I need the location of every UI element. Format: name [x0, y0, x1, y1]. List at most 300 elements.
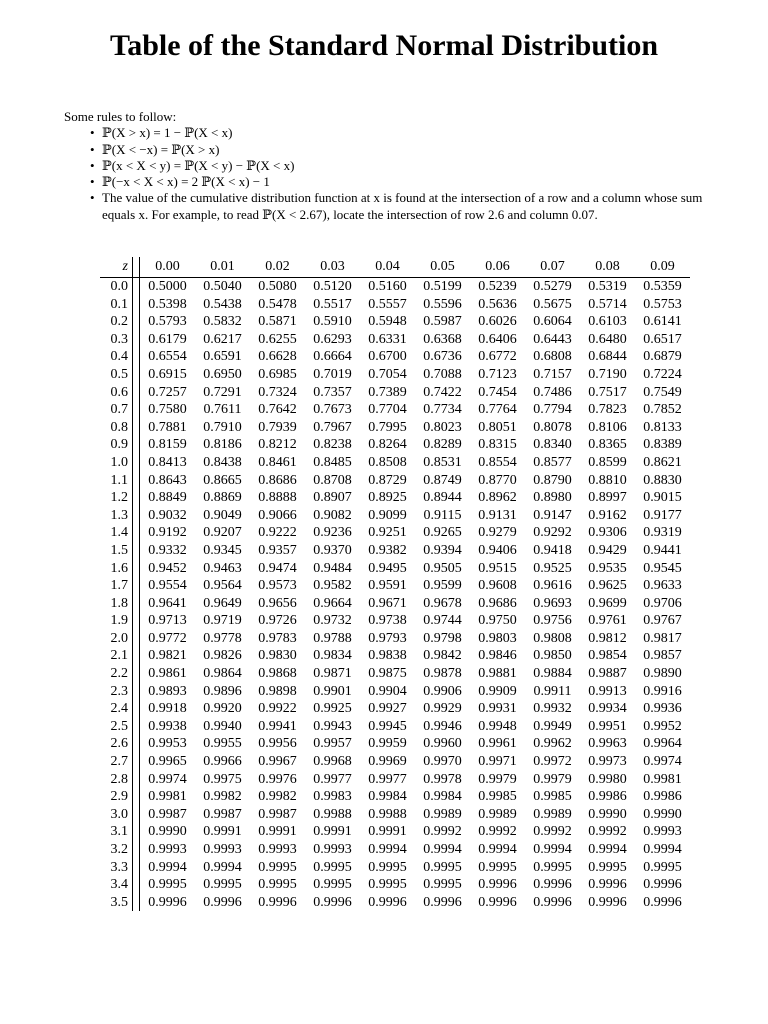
table-cell: 0.9977 — [368, 771, 407, 787]
double-rule-divider — [133, 876, 140, 894]
row-z-label: 0.0 — [110, 279, 128, 294]
table-cell: 0.9292 — [533, 525, 572, 541]
table-cell: 0.6736 — [423, 349, 462, 365]
table-cell: 0.8849 — [148, 490, 187, 506]
table-cell: 0.9996 — [313, 894, 352, 910]
table-row — [100, 718, 690, 736]
row-z-label: 2.5 — [110, 718, 128, 734]
row-z-label: 0.6 — [110, 384, 128, 400]
table-row — [100, 296, 690, 314]
table-cell: 0.9505 — [423, 560, 462, 576]
table-cell: 0.9898 — [258, 683, 297, 699]
table-cell: 0.9977 — [313, 771, 352, 787]
table-cell: 0.9971 — [478, 754, 517, 770]
table-cell: 0.9916 — [643, 683, 682, 699]
table-cell: 0.6700 — [368, 349, 407, 365]
row-z-label: 1.6 — [110, 560, 128, 576]
table-cell: 0.7257 — [148, 384, 187, 400]
table-cell: 0.7549 — [643, 384, 682, 400]
table-cell: 0.5793 — [148, 314, 187, 330]
table-cell: 0.9995 — [258, 877, 297, 893]
double-rule-divider — [133, 366, 140, 384]
table-cell: 0.7939 — [258, 419, 297, 435]
table-cell: 0.9918 — [148, 701, 187, 717]
table-cell: 0.8810 — [588, 472, 627, 488]
table-cell: 0.9996 — [478, 894, 517, 910]
table-cell: 0.8186 — [203, 437, 242, 453]
table-cell: 0.5871 — [258, 314, 297, 330]
table-row — [100, 612, 690, 630]
row-z-label: 2.6 — [110, 736, 128, 752]
table-cell: 0.9893 — [148, 683, 187, 699]
table-row — [100, 454, 690, 472]
table-cell: 0.7517 — [588, 384, 627, 400]
table-cell: 0.8962 — [478, 490, 517, 506]
table-cell: 0.9881 — [478, 666, 517, 682]
table-cell: 0.8264 — [368, 437, 407, 453]
table-cell: 0.6808 — [533, 349, 572, 365]
table-cell: 0.5910 — [313, 314, 352, 330]
table-cell: 0.7642 — [258, 402, 297, 418]
table-cell: 0.9834 — [313, 648, 352, 664]
table-cell: 0.9995 — [258, 859, 297, 875]
table-row — [100, 384, 690, 402]
table-cell: 0.5987 — [423, 314, 462, 330]
table-cell: 0.6844 — [588, 349, 627, 365]
rule-item: • The value of the cumulative distribution function at x is found at the intersection of a row and a column whose sum equals x. For example, to read ℙ(X < 2.67), locate the intersection of row 2.6 and column 0.07. — [90, 190, 734, 223]
table-cell: 0.9599 — [423, 578, 462, 594]
table-cell: 0.9991 — [313, 824, 352, 840]
column-header: 0.05 — [430, 259, 455, 274]
table-cell: 0.7357 — [313, 384, 352, 400]
table-cell: 0.9778 — [203, 630, 242, 646]
table-cell: 0.9750 — [478, 613, 517, 629]
table-cell: 0.9861 — [148, 666, 187, 682]
double-rule-divider — [133, 507, 140, 525]
double-rule-divider — [133, 841, 140, 859]
table-cell: 0.9967 — [258, 754, 297, 770]
column-header: 0.04 — [375, 259, 400, 274]
table-cell: 0.5080 — [258, 279, 297, 294]
table-cell: 0.8577 — [533, 454, 572, 470]
row-z-label: 0.2 — [110, 314, 128, 330]
table-cell: 0.9633 — [643, 578, 682, 594]
table-cell: 0.8643 — [148, 472, 187, 488]
row-z-label: 1.5 — [110, 542, 128, 558]
table-cell: 0.9988 — [368, 806, 407, 822]
row-z-label: 0.5 — [110, 366, 128, 382]
table-cell: 0.9973 — [588, 754, 627, 770]
table-cell: 0.9265 — [423, 525, 462, 541]
table-cell: 0.9959 — [368, 736, 407, 752]
row-z-label: 0.9 — [110, 437, 128, 453]
table-cell: 0.9868 — [258, 666, 297, 682]
row-z-label: 3.2 — [110, 842, 128, 857]
table-cell: 0.7324 — [258, 384, 297, 400]
table-cell: 0.6331 — [368, 331, 407, 347]
table-cell: 0.9864 — [203, 666, 242, 682]
table-cell: 0.9993 — [313, 842, 352, 857]
table-cell: 0.9115 — [423, 507, 462, 523]
double-rule-divider — [133, 489, 140, 507]
table-cell: 0.5753 — [643, 296, 682, 312]
table-cell: 0.9941 — [258, 718, 297, 734]
table-cell: 0.9981 — [643, 771, 682, 787]
table-cell: 0.9996 — [148, 894, 187, 910]
table-cell: 0.7088 — [423, 366, 462, 382]
table-cell: 0.9969 — [368, 754, 407, 770]
table-cell: 0.5239 — [478, 279, 517, 294]
table-cell: 0.6443 — [533, 331, 572, 347]
table-cell: 0.9649 — [203, 595, 242, 611]
table-cell: 0.9938 — [148, 718, 187, 734]
table-cell: 0.9990 — [588, 806, 627, 822]
table-cell: 0.9535 — [588, 560, 627, 576]
table-cell: 0.9995 — [313, 877, 352, 893]
row-z-label: 2.8 — [110, 771, 128, 787]
table-cell: 0.9992 — [423, 824, 462, 840]
table-cell: 0.8365 — [588, 437, 627, 453]
table-cell: 0.9994 — [533, 842, 572, 857]
table-cell: 0.9990 — [643, 806, 682, 822]
table-cell: 0.9616 — [533, 578, 572, 594]
table-cell: 0.9803 — [478, 630, 517, 646]
table-cell: 0.6879 — [643, 349, 682, 365]
table-cell: 0.9131 — [478, 507, 517, 523]
table-cell: 0.7881 — [148, 419, 187, 435]
table-cell: 0.6406 — [478, 331, 517, 347]
table-cell: 0.7190 — [588, 366, 627, 382]
table-cell: 0.7389 — [368, 384, 407, 400]
table-cell: 0.9896 — [203, 683, 242, 699]
column-header: 0.08 — [595, 259, 620, 274]
rules-section — [64, 109, 734, 223]
table-cell: 0.9177 — [643, 507, 682, 523]
table-row — [100, 489, 690, 507]
table-cell: 0.8508 — [368, 454, 407, 470]
table-cell: 0.9992 — [533, 824, 572, 840]
table-cell: 0.6179 — [148, 331, 187, 347]
table-cell: 0.9984 — [368, 789, 407, 805]
table-cell: 0.7704 — [368, 402, 407, 418]
table-cell: 0.8461 — [258, 454, 297, 470]
table-cell: 0.9826 — [203, 648, 242, 664]
double-rule-divider — [133, 894, 140, 912]
table-cell: 0.9994 — [643, 842, 682, 857]
table-cell: 0.8159 — [148, 437, 187, 453]
table-cell: 0.7852 — [643, 402, 682, 418]
double-rule-divider — [133, 718, 140, 736]
row-z-label: 3.4 — [110, 877, 128, 893]
table-cell: 0.8315 — [478, 437, 517, 453]
table-cell: 0.6591 — [203, 349, 242, 365]
double-rule-divider — [133, 806, 140, 824]
table-cell: 0.9974 — [148, 771, 187, 787]
table-cell: 0.9993 — [643, 824, 682, 840]
table-header-row — [100, 257, 690, 278]
table-cell: 0.5636 — [478, 296, 517, 312]
table-cell: 0.9066 — [258, 507, 297, 523]
table-cell: 0.9931 — [478, 701, 517, 717]
table-cell: 0.6628 — [258, 349, 297, 365]
table-cell: 0.6985 — [258, 366, 297, 382]
table-cell: 0.9995 — [423, 859, 462, 875]
table-cell: 0.9995 — [643, 859, 682, 875]
table-cell: 0.9744 — [423, 613, 462, 629]
table-row — [100, 647, 690, 665]
table-cell: 0.8531 — [423, 454, 462, 470]
table-cell: 0.9925 — [313, 701, 352, 717]
table-row — [100, 859, 690, 877]
table-cell: 0.9979 — [533, 771, 572, 787]
table-cell: 0.9756 — [533, 613, 572, 629]
table-cell: 0.5675 — [533, 296, 572, 312]
table-cell: 0.9162 — [588, 507, 627, 523]
table-cell: 0.9993 — [148, 842, 187, 857]
rules-intro: Some rules to follow: — [64, 109, 177, 124]
table-cell: 0.9994 — [588, 842, 627, 857]
table-cell: 0.9996 — [533, 894, 572, 910]
table-cell: 0.9222 — [258, 525, 297, 541]
table-cell: 0.9793 — [368, 630, 407, 646]
table-cell: 0.9582 — [313, 578, 352, 594]
table-row — [100, 876, 690, 894]
double-rule-divider — [133, 859, 140, 877]
table-cell: 0.9279 — [478, 525, 517, 541]
table-cell: 0.7673 — [313, 402, 352, 418]
table-cell: 0.8485 — [313, 454, 352, 470]
table-cell: 0.9798 — [423, 630, 462, 646]
row-z-label: 2.2 — [110, 666, 128, 682]
table-cell: 0.9772 — [148, 630, 187, 646]
table-cell: 0.9591 — [368, 578, 407, 594]
table-cell: 0.9992 — [588, 824, 627, 840]
table-cell: 0.9934 — [588, 701, 627, 717]
table-cell: 0.9564 — [203, 578, 242, 594]
table-cell: 0.9319 — [643, 525, 682, 541]
table-cell: 0.7580 — [148, 402, 187, 418]
table-cell: 0.9929 — [423, 701, 462, 717]
row-z-label: 1.2 — [110, 490, 128, 506]
double-rule-divider — [133, 524, 140, 542]
table-cell: 0.9713 — [148, 613, 187, 629]
table-cell: 0.6772 — [478, 349, 517, 365]
table-cell: 0.8708 — [313, 472, 352, 488]
table-cell: 0.5359 — [643, 279, 682, 294]
table-cell: 0.9927 — [368, 701, 407, 717]
table-cell: 0.9996 — [643, 894, 682, 910]
table-cell: 0.9946 — [423, 718, 462, 734]
table-cell: 0.9995 — [368, 877, 407, 893]
table-cell: 0.9719 — [203, 613, 242, 629]
column-header: 0.01 — [210, 259, 235, 274]
table-cell: 0.9996 — [423, 894, 462, 910]
double-rule-divider — [133, 595, 140, 613]
table-cell: 0.9906 — [423, 683, 462, 699]
table-row — [100, 524, 690, 542]
table-cell: 0.9783 — [258, 630, 297, 646]
table-cell: 0.9641 — [148, 595, 187, 611]
rule-item: • ℙ(X > x) = 1 − ℙ(X < x) — [90, 125, 734, 141]
table-row — [100, 436, 690, 454]
table-cell: 0.7291 — [203, 384, 242, 400]
table-row — [100, 683, 690, 701]
table-cell: 0.8830 — [643, 472, 682, 488]
double-rule-divider — [133, 735, 140, 753]
table-cell: 0.9515 — [478, 560, 517, 576]
table-cell: 0.9890 — [643, 666, 682, 682]
table-cell: 0.7486 — [533, 384, 572, 400]
row-z-label: 0.8 — [110, 419, 128, 435]
double-rule-divider — [133, 560, 140, 578]
table-cell: 0.9207 — [203, 525, 242, 541]
table-cell: 0.9236 — [313, 525, 352, 541]
table-cell: 0.9994 — [478, 842, 517, 857]
table-cell: 0.9871 — [313, 666, 352, 682]
table-cell: 0.9961 — [478, 736, 517, 752]
column-header: 0.03 — [320, 259, 345, 274]
table-cell: 0.9995 — [423, 877, 462, 893]
table-cell: 0.9975 — [203, 771, 242, 787]
table-cell: 0.8133 — [643, 419, 682, 435]
table-cell: 0.8997 — [588, 490, 627, 506]
table-cell: 0.6141 — [643, 314, 682, 330]
double-rule-divider — [133, 348, 140, 366]
table-body — [100, 278, 690, 912]
table-row — [100, 894, 690, 912]
table-row — [100, 753, 690, 771]
table-cell: 0.9996 — [478, 877, 517, 893]
table-cell: 0.5596 — [423, 296, 462, 312]
table-cell: 0.9953 — [148, 736, 187, 752]
table-cell: 0.9995 — [588, 859, 627, 875]
table-cell: 0.9082 — [313, 507, 352, 523]
double-rule-divider — [133, 454, 140, 472]
table-cell: 0.9332 — [148, 542, 187, 558]
row-z-label: 1.7 — [110, 578, 128, 594]
table-cell: 0.9987 — [203, 806, 242, 822]
table-cell: 0.9983 — [313, 789, 352, 805]
row-z-label: 2.1 — [110, 648, 128, 664]
row-z-label: 3.3 — [110, 859, 128, 875]
table-cell: 0.8413 — [148, 454, 187, 470]
table-cell: 0.9972 — [533, 754, 572, 770]
table-row — [100, 560, 690, 578]
table-row — [100, 577, 690, 595]
table-cell: 0.9979 — [478, 771, 517, 787]
table-cell: 0.7611 — [203, 402, 242, 418]
table-row — [100, 630, 690, 648]
table-cell: 0.9940 — [203, 718, 242, 734]
table-cell: 0.9306 — [588, 525, 627, 541]
table-cell: 0.9996 — [258, 894, 297, 910]
table-cell: 0.9949 — [533, 718, 572, 734]
table-cell: 0.6915 — [148, 366, 187, 382]
table-cell: 0.9990 — [148, 824, 187, 840]
double-rule-divider — [133, 419, 140, 437]
table-row — [100, 788, 690, 806]
table-cell: 0.9968 — [313, 754, 352, 770]
table-cell: 0.9887 — [588, 666, 627, 682]
double-rule-divider — [133, 647, 140, 665]
table-cell: 0.9985 — [478, 789, 517, 805]
table-cell: 0.6554 — [148, 349, 187, 365]
table-cell: 0.9986 — [588, 789, 627, 805]
table-cell: 0.6255 — [258, 331, 297, 347]
table-cell: 0.9192 — [148, 525, 187, 541]
table-cell: 0.9991 — [203, 824, 242, 840]
table-cell: 0.9147 — [533, 507, 572, 523]
table-cell: 0.9982 — [258, 789, 297, 805]
table-cell: 0.5319 — [588, 279, 627, 294]
row-z-label: 3.5 — [110, 894, 128, 910]
table-cell: 0.9955 — [203, 736, 242, 752]
table-cell: 0.9962 — [533, 736, 572, 752]
table-cell: 0.9474 — [258, 560, 297, 576]
table-cell: 0.8980 — [533, 490, 572, 506]
table-cell: 0.9554 — [148, 578, 187, 594]
table-row — [100, 771, 690, 789]
table-cell: 0.5120 — [313, 279, 352, 294]
table-cell: 0.9987 — [258, 806, 297, 822]
table-cell: 0.9996 — [533, 877, 572, 893]
table-cell: 0.9545 — [643, 560, 682, 576]
table-cell: 0.9429 — [588, 542, 627, 558]
table-cell: 0.9830 — [258, 648, 297, 664]
table-cell: 0.8289 — [423, 437, 462, 453]
table-cell: 0.6026 — [478, 314, 517, 330]
table-cell: 0.8729 — [368, 472, 407, 488]
table-cell: 0.8944 — [423, 490, 462, 506]
table-cell: 0.9904 — [368, 683, 407, 699]
table-cell: 0.5714 — [588, 296, 627, 312]
table-cell: 0.9345 — [203, 542, 242, 558]
table-cell: 0.9706 — [643, 595, 682, 611]
table-cell: 0.8907 — [313, 490, 352, 506]
table-cell: 0.6293 — [313, 331, 352, 347]
table-cell: 0.9996 — [588, 894, 627, 910]
table-cell: 0.9989 — [533, 806, 572, 822]
row-z-label: 3.1 — [110, 824, 128, 840]
table-cell: 0.9987 — [148, 806, 187, 822]
table-row — [100, 472, 690, 490]
double-rule-divider — [133, 257, 140, 278]
table-cell: 0.9394 — [423, 542, 462, 558]
row-z-label: 1.9 — [110, 613, 128, 629]
table-cell: 0.9909 — [478, 683, 517, 699]
double-rule-divider — [133, 296, 140, 314]
table-cell: 0.9857 — [643, 648, 682, 664]
table-cell: 0.9936 — [643, 701, 682, 717]
table-cell: 0.7794 — [533, 402, 572, 418]
table-cell: 0.9989 — [478, 806, 517, 822]
table-cell: 0.9985 — [533, 789, 572, 805]
table-cell: 0.9995 — [478, 859, 517, 875]
table-cell: 0.9788 — [313, 630, 352, 646]
table-cell: 0.9995 — [148, 877, 187, 893]
table-cell: 0.9495 — [368, 560, 407, 576]
table-cell: 0.9099 — [368, 507, 407, 523]
table-cell: 0.6368 — [423, 331, 462, 347]
table-cell: 0.9920 — [203, 701, 242, 717]
table-cell: 0.9996 — [588, 877, 627, 893]
table-cell: 0.9838 — [368, 648, 407, 664]
table-cell: 0.9821 — [148, 648, 187, 664]
table-cell: 0.5040 — [203, 279, 242, 294]
table-cell: 0.9978 — [423, 771, 462, 787]
table-cell: 0.9957 — [313, 736, 352, 752]
table-row — [100, 665, 690, 683]
